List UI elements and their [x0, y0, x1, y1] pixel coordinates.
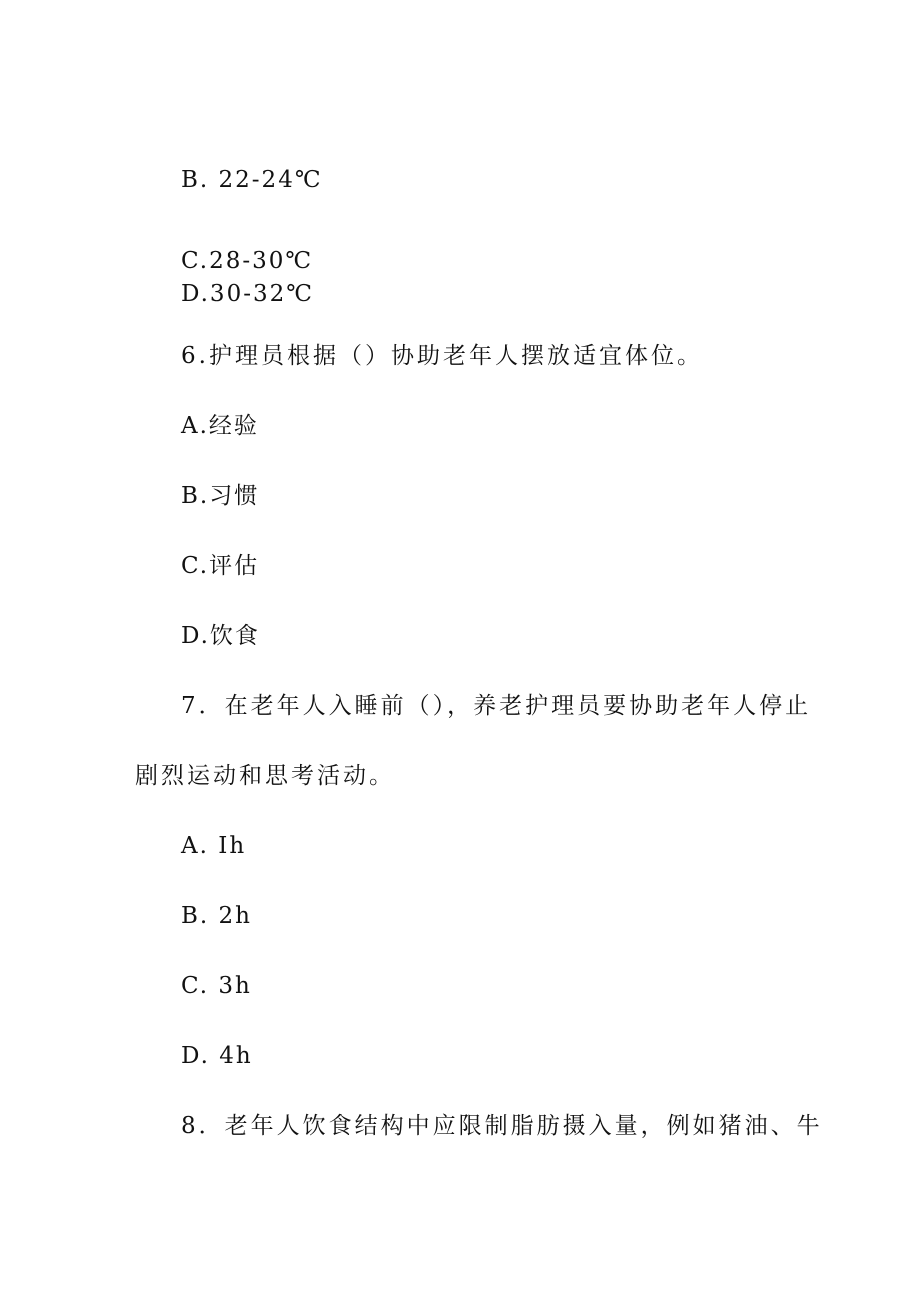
q6-option-c: C.评估: [181, 553, 260, 579]
q7-question-line2: 剧烈运动和思考活动。: [135, 763, 395, 789]
q6-question: 6.护理员根据（）协助老年人摆放适宜体位。: [181, 343, 703, 369]
q5-option-c: C.28-30℃: [181, 248, 314, 274]
q7-option-d: D. 4h: [181, 1043, 253, 1069]
q5-option-d: D.30-32℃: [181, 281, 314, 307]
q7-question-line1: 7．在老年人入睡前（），养老护理员要协助老年人停止: [181, 693, 812, 719]
q8-question-line1: 8．老年人饮食结构中应限制脂肪摄入量，例如猪油、牛: [181, 1113, 823, 1139]
q5-option-b: B. 22-24℃: [181, 167, 323, 193]
q6-option-a: A.经验: [181, 413, 259, 439]
q7-option-c: C. 3h: [181, 973, 252, 999]
q6-option-b: B.习惯: [181, 483, 260, 509]
q6-option-d: D.饮食: [181, 623, 260, 649]
q7-option-a: A. Ih: [181, 833, 247, 859]
q7-option-b: B. 2h: [181, 903, 252, 929]
